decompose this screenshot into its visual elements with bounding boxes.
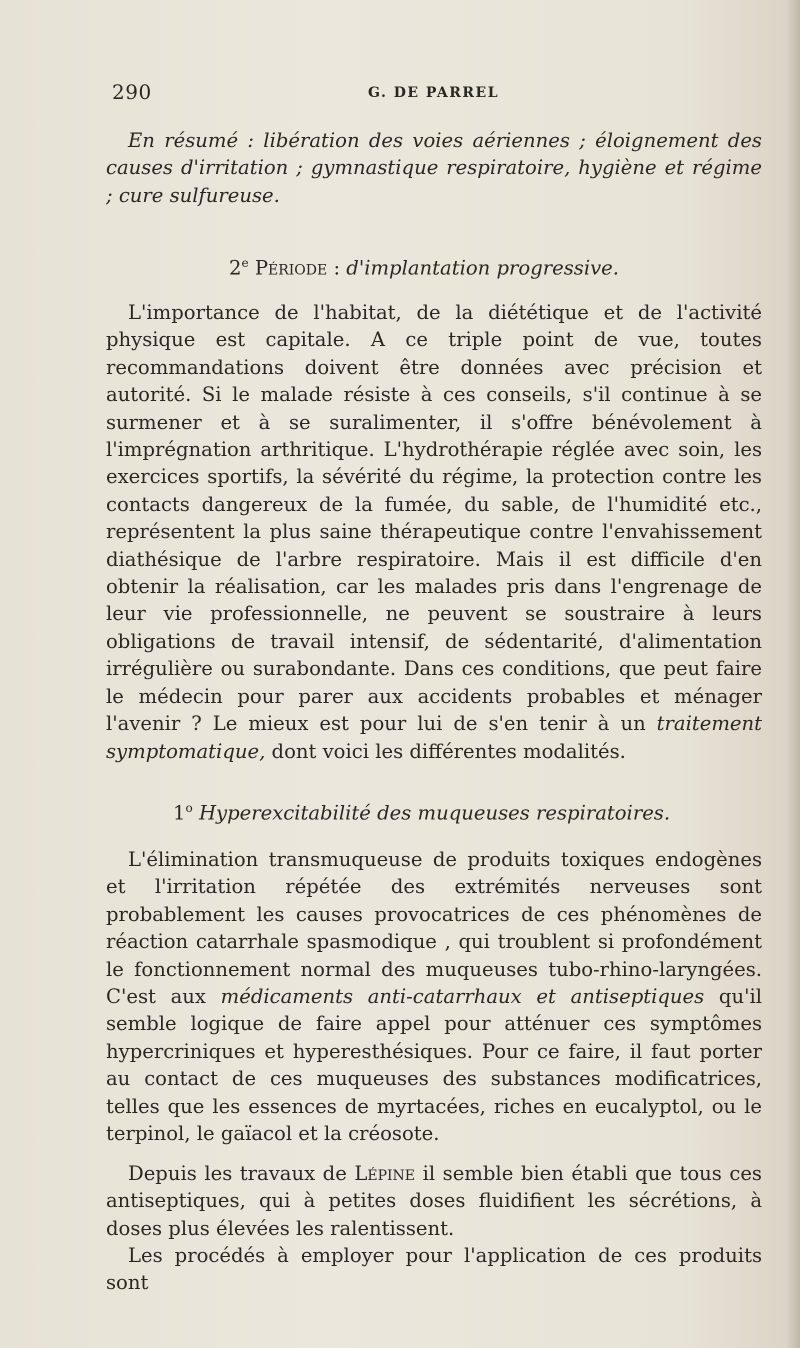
paragraph-lepine xyxy=(106,1160,762,1242)
subsection-number-superscript: o xyxy=(185,801,193,815)
summary-prefix: En résumé xyxy=(128,129,239,152)
section-label: Période xyxy=(254,256,328,280)
page-edge-shadow xyxy=(786,0,800,1348)
page-number: 290 xyxy=(112,80,152,104)
paragraph-elimination-part1: L'élimination transmuqueuse de produits toxiques endogènes et l'irritation répétée des extrémités nerveuses sont probablement les causes provocatrices de ces phénomènes de réaction catarrhale spasmodique , qui troublent si profondément le fonctionnement normal des muqueuses tubo-rhino-laryngées. C'est aux xyxy=(106,848,762,1009)
section-colon: : xyxy=(327,256,347,280)
paragraph-elimination-emphasis: médicaments anti-catarrhaux et antiseptiques xyxy=(220,985,705,1009)
subsection-heading-hyperexcitabilite xyxy=(173,795,753,827)
subsection-title: Hyperexcitabilité des muqueuses respiratoires. xyxy=(198,801,671,825)
section-title: d'implantation progressive. xyxy=(346,256,619,280)
paragraph-habitat xyxy=(106,299,762,765)
section-heading-period-2 xyxy=(229,250,769,282)
running-head: G. DE PARREL xyxy=(368,85,500,101)
subsection-number: 1 xyxy=(173,801,186,825)
paragraph-lepine-part1: Depuis les travaux de xyxy=(128,1162,355,1185)
paragraph-procedes-text: Les procédés à employer pour l'application de ces produits sont xyxy=(106,1244,762,1295)
paragraph-habitat-emphasis: traitement symptomatique, xyxy=(106,712,762,763)
paragraph-habitat-part2: dont voici les différentes modalités. xyxy=(265,739,626,763)
summary-paragraph xyxy=(106,127,762,209)
section-number: 2 xyxy=(229,256,242,280)
paragraph-procedes xyxy=(106,1242,762,1297)
paragraph-elimination-part2: qu'il semble logique de faire appel pour atténuer ces symptômes hypercriniques et hyperesthésiques. Pour ce faire, il faut porter au contact de ces muqueuses des substances modificatrices, telles que les essences de myrtacées, riches en eucalyptol, ou le terpinol, le gaïacol et la créosote. xyxy=(106,985,762,1146)
section-number-superscript: e xyxy=(241,256,249,270)
page-header xyxy=(110,80,750,110)
summary-text: : libération des voies aériennes ; éloignement des causes d'irritation ; gymnastique respiratoire, hygiène et régime ; cure sulfureuse. xyxy=(106,129,762,207)
paragraph-elimination xyxy=(106,846,762,1147)
paragraph-lepine-part2: il semble bien établi que tous ces antiseptiques, qui à petites doses fluidifient les sécrétions, à doses plus élevées les ralentissent. xyxy=(106,1162,762,1240)
author-lepine: Lépine xyxy=(354,1162,416,1185)
paragraph-habitat-part1: L'importance de l'habitat, de la diététique et de l'activité physique est capitale. A ce triple point de vue, toutes recommandations doivent être données avec précision et autorité. Si le malade résiste à ces conseils, s'il continue à se surmener et à se suralimenter, il s'offre bénévolement à l'imprégnation arthritique. L'hydrothérapie réglée avec soin, les exercices sportifs, la sévérité du régime, la protection contre les contacts dangereux de la fumée, du sable, de l'humidité etc., représentent la plus saine thérapeutique contre l'envahissement diathésique de l'arbre respiratoire. Mais il est difficile d'en obtenir la réalisation, car les malades pris dans l'engrenage de leur vie professionnelle, ne peuvent se soustraire à leurs obligations de travail intensif, de sédentarité, d'alimentation irrégulière ou surabondante. Dans ces conditions, que peut faire le médecin pour parer aux accidents probables et ménager l'avenir ? Le mieux est pour lui de s'en tenir à un xyxy=(106,301,762,736)
